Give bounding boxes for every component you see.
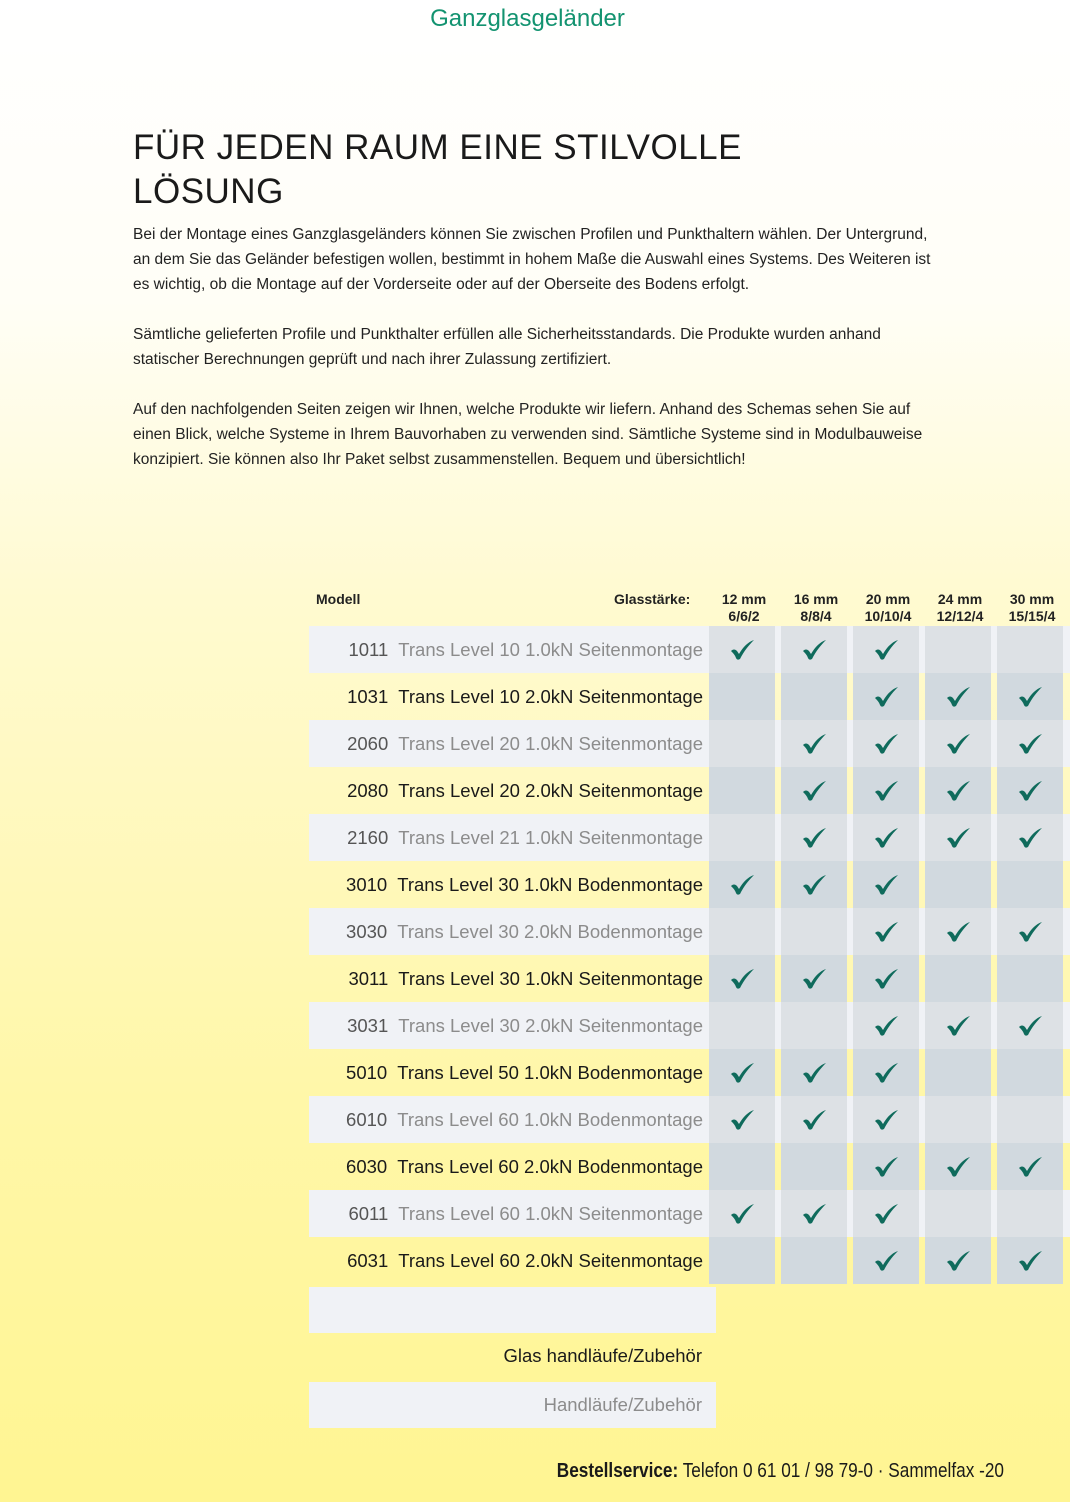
table-row[interactable] xyxy=(309,1002,1070,1049)
compat-cell xyxy=(997,767,1063,814)
checkmark-icon xyxy=(873,968,899,990)
compat-cell xyxy=(781,1002,847,1049)
compat-cell xyxy=(709,626,775,673)
compat-cell xyxy=(997,955,1063,1002)
compat-cell xyxy=(925,673,991,720)
compat-cell xyxy=(781,720,847,767)
checkmark-icon xyxy=(1017,686,1043,708)
column-layers: 12/12/4 xyxy=(936,608,984,624)
checkmark-icon xyxy=(945,733,971,755)
checkmark-icon xyxy=(1017,827,1043,849)
compat-cell xyxy=(781,767,847,814)
section-title: Ganzglasgeländer xyxy=(430,5,625,32)
checkmark-icon xyxy=(873,827,899,849)
compat-cell xyxy=(853,814,919,861)
table-row[interactable] xyxy=(309,1190,1070,1237)
compat-cell xyxy=(997,1143,1063,1190)
model-name: Trans Level 20 1.0kN Seitenmontage xyxy=(398,733,703,754)
compat-cell xyxy=(853,1237,919,1284)
checkmark-icon xyxy=(873,1109,899,1131)
checkmark-icon xyxy=(729,968,755,990)
model-label xyxy=(309,673,709,720)
checkmark-icon xyxy=(873,921,899,943)
table-row[interactable] xyxy=(309,720,1070,767)
checkmark-icon xyxy=(945,1250,971,1272)
column-layers: 10/10/4 xyxy=(864,608,912,624)
table-row[interactable] xyxy=(309,814,1070,861)
compat-cell xyxy=(709,1143,775,1190)
table-row[interactable] xyxy=(309,1143,1070,1190)
model-label xyxy=(309,1096,709,1143)
checkmark-icon xyxy=(729,874,755,896)
compat-cell xyxy=(997,1190,1063,1237)
checkmark-icon xyxy=(1017,921,1043,943)
checkmark-icon xyxy=(801,874,827,896)
compat-cell xyxy=(997,673,1063,720)
model-label xyxy=(309,861,709,908)
model-code: 1011 xyxy=(348,639,389,660)
checkmark-icon xyxy=(945,1156,971,1178)
compat-cell xyxy=(781,626,847,673)
compat-cell xyxy=(709,767,775,814)
footer-label: Bestellservice: xyxy=(556,1460,679,1482)
model-code: 6011 xyxy=(348,1203,389,1224)
compat-cell xyxy=(709,1049,775,1096)
compat-cell xyxy=(781,673,847,720)
compat-cell xyxy=(997,1049,1063,1096)
cell-gap xyxy=(1063,1096,1070,1143)
compat-cell xyxy=(709,955,775,1002)
intro-paragraph: Auf den nachfolgenden Seiten zeigen wir Ihnen, welche Produkte wir liefern. Anhand des Schemas sehen Sie auf einen Blick, welche Systeme in Ihrem Bauvorhaben zu verwenden sind. Sämtliche Systeme sind in Modulbauweise konzipiert. Sie können also Ihr Paket selbst zusammenstellen. Bequem und übersichtlich! xyxy=(133,401,923,468)
checkmark-icon xyxy=(945,780,971,802)
checkmark-icon xyxy=(873,639,899,661)
model-code: 5010 xyxy=(346,1062,388,1083)
compat-cell xyxy=(781,1237,847,1284)
table-header xyxy=(309,588,1070,626)
checkmark-icon xyxy=(729,1062,755,1084)
model-name: Trans Level 60 2.0kN Seitenmontage xyxy=(398,1250,703,1271)
compat-cell xyxy=(997,1096,1063,1143)
model-label xyxy=(309,626,709,673)
compat-cell xyxy=(781,1190,847,1237)
column-header xyxy=(783,591,849,625)
cell-gap xyxy=(1063,908,1070,955)
checkmark-icon xyxy=(801,733,827,755)
column-header xyxy=(855,591,921,625)
cell-gap xyxy=(1063,814,1070,861)
column-thickness: 30 mm xyxy=(1009,591,1055,607)
compat-cell xyxy=(781,1049,847,1096)
model-label xyxy=(309,1237,709,1284)
checkmark-icon xyxy=(873,1156,899,1178)
checkmark-icon xyxy=(801,827,827,849)
compat-cell xyxy=(853,1190,919,1237)
compat-cell xyxy=(997,626,1063,673)
compat-cell xyxy=(853,1049,919,1096)
column-header xyxy=(927,591,993,625)
column-thickness: 16 mm xyxy=(793,591,839,607)
model-code: 2080 xyxy=(347,780,389,801)
model-code: 6010 xyxy=(346,1109,388,1130)
intro-paragraph: Bei der Montage eines Ganzglasgeländers können Sie zwischen Profilen und Punkthaltern wählen. Der Untergrund, an dem Sie das Geländer befestigen wollen, bestimmt in hohem Maße die Auswahl eines Systems. Des Weiteren ist es wichtig, ob die Montage auf der Vorderseite oder auf der Oberseite des Bodens erfolgt. xyxy=(133,226,931,293)
compat-cell xyxy=(997,720,1063,767)
table-row[interactable] xyxy=(309,626,1070,673)
checkmark-icon xyxy=(873,1203,899,1225)
compat-cell xyxy=(709,673,775,720)
checkmark-icon xyxy=(1017,780,1043,802)
checkmark-icon xyxy=(873,733,899,755)
table-row[interactable] xyxy=(309,1049,1070,1096)
model-code: 6030 xyxy=(346,1156,388,1177)
model-code: 2060 xyxy=(347,733,389,754)
compat-cell xyxy=(997,814,1063,861)
cell-gap xyxy=(1063,1002,1070,1049)
column-layers: 15/15/4 xyxy=(1008,608,1056,624)
handrails-link[interactable] xyxy=(309,1382,716,1428)
checkmark-icon xyxy=(945,1015,971,1037)
compat-cell xyxy=(997,1002,1063,1049)
product-table xyxy=(309,588,1070,1284)
column-thickness: 24 mm xyxy=(937,591,983,607)
compat-cell xyxy=(781,908,847,955)
column-header xyxy=(711,591,777,625)
compat-cell xyxy=(925,1143,991,1190)
model-label xyxy=(309,955,709,1002)
intro-paragraph: Sämtliche gelieferten Profile und Punkthalter erfüllen alle Sicherheitsstandards. Die Produkte wurden anhand statischer Berechnungen geprüft und nach ihrer Zulassung zertifiziert. xyxy=(133,326,881,368)
compat-cell xyxy=(781,814,847,861)
compat-cell xyxy=(853,1096,919,1143)
compat-cell xyxy=(925,1237,991,1284)
compat-cell xyxy=(709,1237,775,1284)
model-name: Trans Level 30 2.0kN Seitenmontage xyxy=(398,1015,703,1036)
checkmark-icon xyxy=(801,1109,827,1131)
model-name: Trans Level 10 2.0kN Seitenmontage xyxy=(398,686,703,707)
table-row[interactable] xyxy=(309,861,1070,908)
checkmark-icon xyxy=(1017,733,1043,755)
model-label xyxy=(309,720,709,767)
checkmark-icon xyxy=(873,1015,899,1037)
checkmark-icon xyxy=(801,1062,827,1084)
compat-cell xyxy=(925,908,991,955)
compat-cell xyxy=(853,720,919,767)
compat-cell xyxy=(853,1143,919,1190)
model-code: 3031 xyxy=(347,1015,389,1036)
model-name: Trans Level 50 1.0kN Bodenmontage xyxy=(397,1062,703,1083)
table-row[interactable] xyxy=(309,673,1070,720)
column-header xyxy=(999,591,1065,625)
compat-cell xyxy=(925,1049,991,1096)
checkmark-icon xyxy=(945,686,971,708)
checkmark-icon xyxy=(801,639,827,661)
compat-cell xyxy=(781,1143,847,1190)
checkmark-icon xyxy=(873,874,899,896)
checkmark-icon xyxy=(801,968,827,990)
compat-cell xyxy=(853,955,919,1002)
page-heading: FÜR JEDEN RAUM EINE STILVOLLE LÖSUNG xyxy=(133,128,742,211)
compat-cell xyxy=(925,1190,991,1237)
compat-cell xyxy=(781,1096,847,1143)
compat-cell xyxy=(925,626,991,673)
glass-handrails-label: Glas handläufe/Zubehör xyxy=(503,1345,702,1366)
checkmark-icon xyxy=(873,780,899,802)
model-label xyxy=(309,814,709,861)
compat-cell xyxy=(925,814,991,861)
compat-cell xyxy=(709,908,775,955)
intro-text xyxy=(133,222,933,497)
model-label xyxy=(309,767,709,814)
compat-cell xyxy=(997,861,1063,908)
compat-cell xyxy=(853,767,919,814)
model-name: Trans Level 30 1.0kN Seitenmontage xyxy=(398,968,703,989)
model-label xyxy=(309,908,709,955)
table-row[interactable] xyxy=(309,908,1070,955)
model-code: 3011 xyxy=(348,968,389,989)
header-model: Modell xyxy=(316,591,361,607)
compat-cell xyxy=(997,1237,1063,1284)
compat-cell xyxy=(709,1096,775,1143)
checkmark-icon xyxy=(873,686,899,708)
compat-cell xyxy=(997,908,1063,955)
model-name: Trans Level 60 2.0kN Bodenmontage xyxy=(397,1156,703,1177)
compat-cell xyxy=(925,767,991,814)
compat-cell xyxy=(925,1096,991,1143)
glass-handrails-link[interactable] xyxy=(309,1333,716,1379)
cell-gap xyxy=(1063,1190,1070,1237)
compat-cell xyxy=(709,861,775,908)
column-thickness: 12 mm xyxy=(721,591,767,607)
model-code: 6031 xyxy=(347,1250,389,1271)
compat-cell xyxy=(925,1002,991,1049)
checkmark-icon xyxy=(945,921,971,943)
model-name: Trans Level 20 2.0kN Seitenmontage xyxy=(398,780,703,801)
model-code: 1031 xyxy=(347,686,389,707)
model-label xyxy=(309,1143,709,1190)
checkmark-icon xyxy=(1017,1156,1043,1178)
cell-gap xyxy=(1063,626,1070,673)
checkmark-icon xyxy=(801,1203,827,1225)
table-row[interactable] xyxy=(309,1096,1070,1143)
table-row[interactable] xyxy=(309,767,1070,814)
model-label xyxy=(309,1002,709,1049)
compat-cell xyxy=(853,673,919,720)
compat-cell xyxy=(709,720,775,767)
compat-cell xyxy=(781,861,847,908)
compat-cell xyxy=(925,720,991,767)
model-code: 2160 xyxy=(347,827,389,848)
model-name: Trans Level 10 1.0kN Seitenmontage xyxy=(398,639,703,660)
cell-gap xyxy=(1063,720,1070,767)
compat-cell xyxy=(853,861,919,908)
model-name: Trans Level 60 1.0kN Bodenmontage xyxy=(397,1109,703,1130)
model-code: 3030 xyxy=(346,921,388,942)
compat-cell xyxy=(709,1190,775,1237)
model-name: Trans Level 30 1.0kN Bodenmontage xyxy=(397,874,703,895)
model-name: Trans Level 30 2.0kN Bodenmontage xyxy=(397,921,703,942)
column-layers: 8/8/4 xyxy=(800,608,832,624)
handrails-label: Handläufe/Zubehör xyxy=(543,1394,702,1415)
column-layers: 6/6/2 xyxy=(728,608,760,624)
checkmark-icon xyxy=(1017,1250,1043,1272)
compat-cell xyxy=(781,955,847,1002)
checkmark-icon xyxy=(1017,1015,1043,1037)
checkmark-icon xyxy=(801,780,827,802)
checkmark-icon xyxy=(873,1062,899,1084)
compat-cell xyxy=(709,814,775,861)
checkmark-icon xyxy=(729,1109,755,1131)
checkmark-icon xyxy=(729,1203,755,1225)
model-name: Trans Level 60 1.0kN Seitenmontage xyxy=(398,1203,703,1224)
compat-cell xyxy=(925,955,991,1002)
compat-cell xyxy=(853,626,919,673)
compat-cell xyxy=(925,861,991,908)
model-code: 3010 xyxy=(346,874,388,895)
compat-cell xyxy=(853,1002,919,1049)
order-service-footer xyxy=(557,1460,1004,1483)
table-row[interactable] xyxy=(309,1237,1070,1284)
checkmark-icon xyxy=(729,639,755,661)
footer-contact: Telefon 0 61 01 / 98 79-0 · Sammelfax -20 xyxy=(682,1460,1004,1482)
checkmark-icon xyxy=(873,1250,899,1272)
header-glass-thickness: Glasstärke: xyxy=(614,591,691,607)
column-thickness: 20 mm xyxy=(865,591,911,607)
table-row[interactable] xyxy=(309,955,1070,1002)
model-label xyxy=(309,1049,709,1096)
blank-row xyxy=(309,1287,716,1333)
compat-cell xyxy=(709,1002,775,1049)
model-label xyxy=(309,1190,709,1237)
checkmark-icon xyxy=(945,827,971,849)
compat-cell xyxy=(853,908,919,955)
model-name: Trans Level 21 1.0kN Seitenmontage xyxy=(398,827,703,848)
